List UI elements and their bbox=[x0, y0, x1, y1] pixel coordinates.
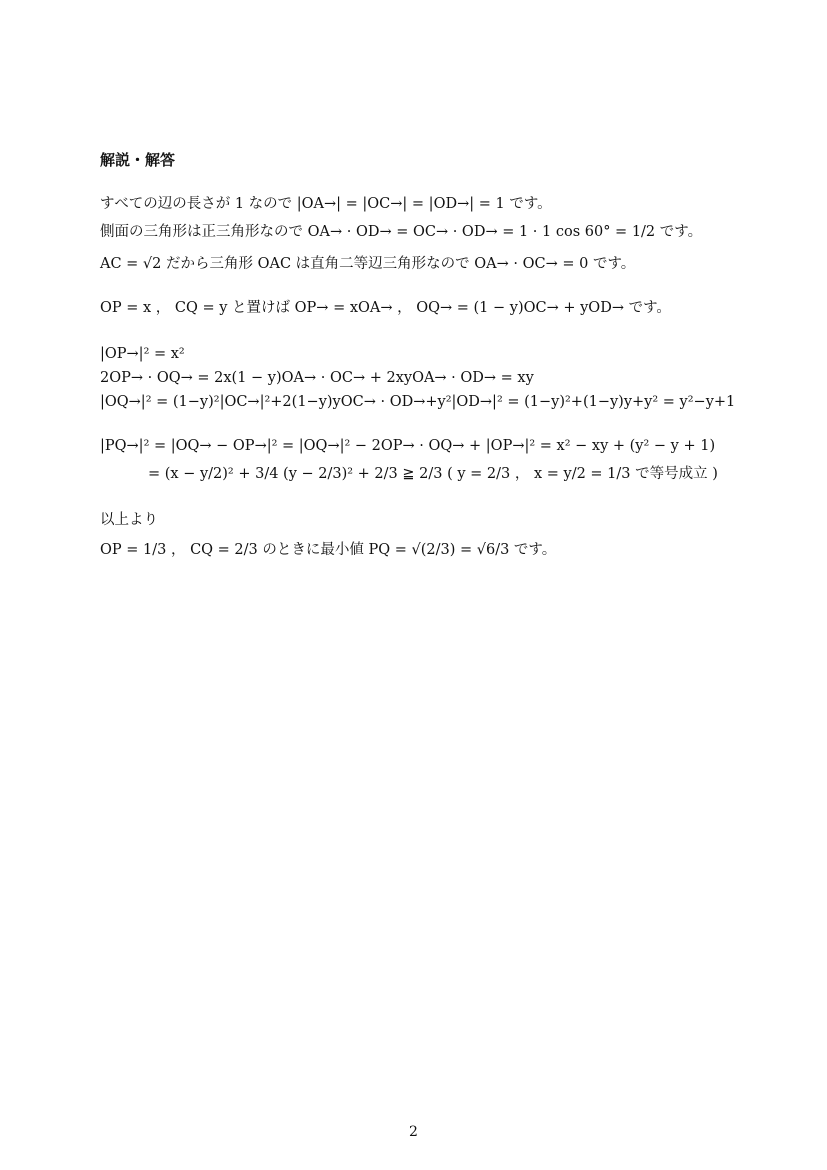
section-heading: 解説・解答 bbox=[100, 151, 176, 169]
equation-op-squared: |OP→|² = x² bbox=[100, 346, 185, 362]
equation-completing-square: = (x − y/2)² + 3/4 (y − 2/3)² + 2/3 ≧ 2/3 ( y = 2/3 ， x = y/2 = 1/3 で等号成立 ) bbox=[148, 466, 718, 482]
text-conclusion-lead: 以上より bbox=[100, 512, 158, 528]
text-line-3: AC = √2 だから三角形 OAC は直角二等辺三角形なので OA→ · OC→ = 0 です。 bbox=[100, 256, 636, 272]
text-line-4: OP = x ， CQ = y と置けば OP→ = xOA→ ， OQ→ = (1 − y)OC→ + yOD→ です。 bbox=[100, 300, 671, 316]
text-line-1: すべての辺の長さが 1 なので |OA→| = |OC→| = |OD→| = 1 です。 bbox=[100, 196, 552, 212]
text-line-2: 側面の三角形は正三角形なので OA→ · OD→ = OC→ · OD→ = 1 · 1 cos 60° = 1/2 です。 bbox=[100, 224, 703, 240]
text-final-answer: OP = 1/3 ， CQ = 2/3 のときに最小値 PQ = √(2/3) = √6/3 です。 bbox=[100, 542, 557, 558]
equation-oq-squared: |OQ→|² = (1−y)²|OC→|²+2(1−y)yOC→ · OD→+y²|OD→|² = (1−y)²+(1−y)y+y² = y²−y+1 bbox=[100, 394, 736, 410]
equation-pq-squared: |PQ→|² = |OQ→ − OP→|² = |OQ→|² − 2OP→ · OQ→ + |OP→|² = x² − xy + (y² − y + 1) bbox=[100, 438, 716, 454]
equation-dot-product: 2OP→ · OQ→ = 2x(1 − y)OA→ · OC→ + 2xyOA→ · OD→ = xy bbox=[100, 370, 534, 386]
page-number: 2 bbox=[409, 1124, 418, 1140]
